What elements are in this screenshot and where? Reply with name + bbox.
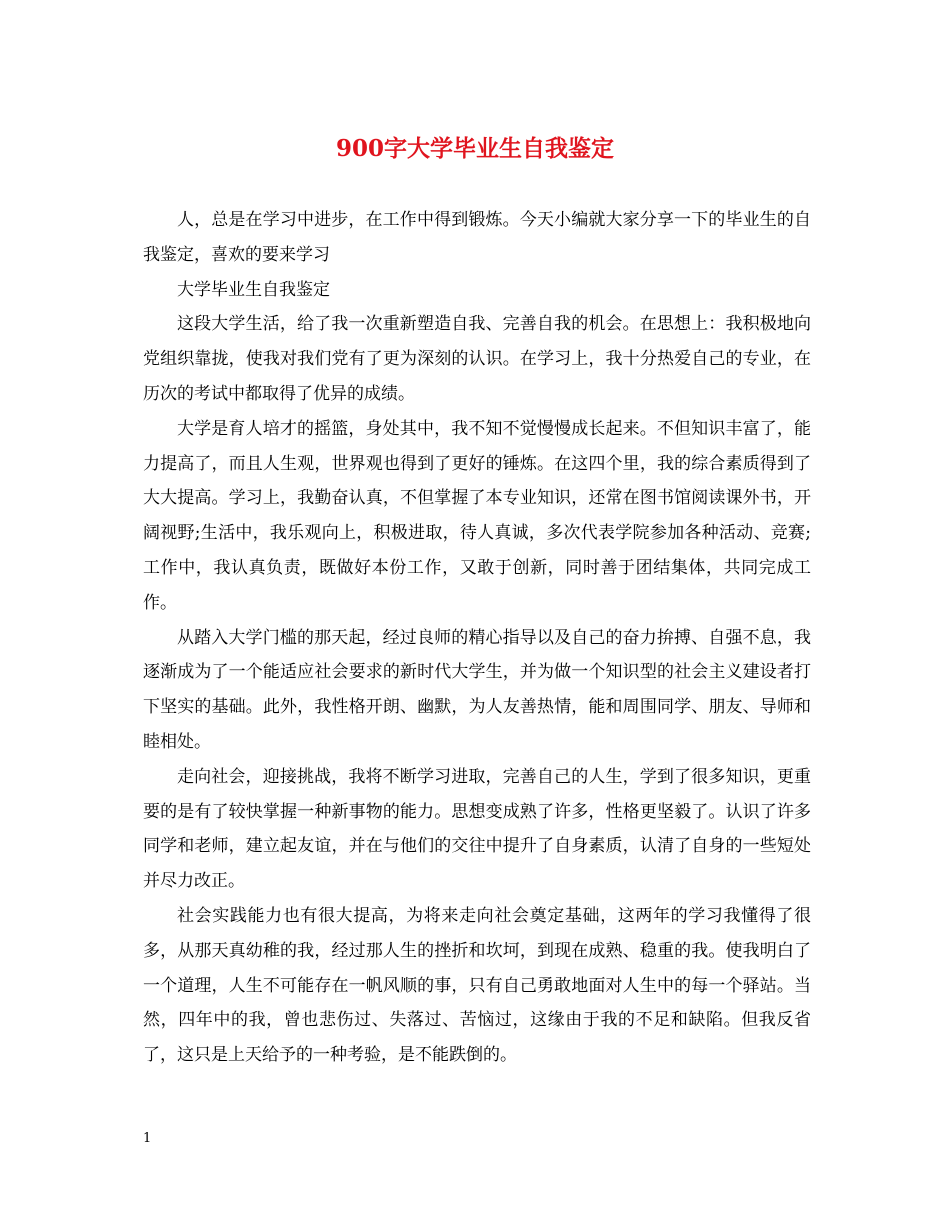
document-body [143,203,811,1073]
body-paragraph: 从踏入大学门槛的那天起，经过良师的精心指导以及自己的奋力拚搏、自强不息，我逐渐成为了一个能适应社会要求的新时代大学生，并为做一个知识型的社会主义建设者打下坚实的基础。此外，我性格开朗、幽默，为人友善热情，能和周围同学、朋友、导师和睦相处。 [143,627,811,752]
body-paragraph: 社会实践能力也有很大提高，为将来走向社会奠定基础，这两年的学习我懂得了很多，从那天真幼稚的我，经过那人生的挫折和坎坷，到现在成熟、稳重的我。使我明白了一个道理，人生不可能存在一帆风顺的事，只有自己勇敢地面对人生中的每一个驿站。当然，四年中的我，曾也悲伤过、失落过、苦恼过，这缘由于我的不足和缺陷。但我反省了，这只是上天给予的一种考验，是不能跌倒的。 [143,905,811,1066]
section-heading: 大学毕业生自我鉴定 [177,279,330,300]
body-paragraph: 大学是育人培才的摇篮，身处其中，我不知不觉慢慢成长起来。不但知识丰富了，能力提高了，而且人生观，世界观也得到了更好的锤炼。在这四个里，我的综合素质得到了大大提高。学习上，我勤奋认真，不但掌握了本专业知识，还常在图书馆阅读课外书，开阔视野;生活中，我乐观向上，积极进取，待人真诚，多次代表学院参加各种活动、竞赛;工作中，我认真负责，既做好本份工作，又敢于创新，同时善于团结集体，共同完成工作。 [143,418,811,613]
intro-paragraph: 人，总是在学习中进步，在工作中得到锻炼。今天小编就大家分享一下的毕业生的自我鉴定，喜欢的要来学习 [143,210,811,265]
page-number: 1 [143,1131,152,1146]
document-title: 900字大学毕业生自我鉴定 [335,135,614,162]
body-paragraph: 走向社会，迎接挑战，我将不断学习进取，完善自己的人生，学到了很多知识，更重要的是有了较快掌握一种新事物的能力。思想变成熟了许多，性格更坚毅了。认识了许多同学和老师，建立起友谊，并在与他们的交往中提升了自身素质，认清了自身的一些短处并尽力改正。 [143,766,811,892]
body-paragraph: 这段大学生活，给了我一次重新塑造自我、完善自我的机会。在思想上：我积极地向党组织靠拢，使我对我们党有了更为深刻的认识。在学习上，我十分热爱自己的专业，在历次的考试中都取得了优异的成绩。 [143,314,811,404]
